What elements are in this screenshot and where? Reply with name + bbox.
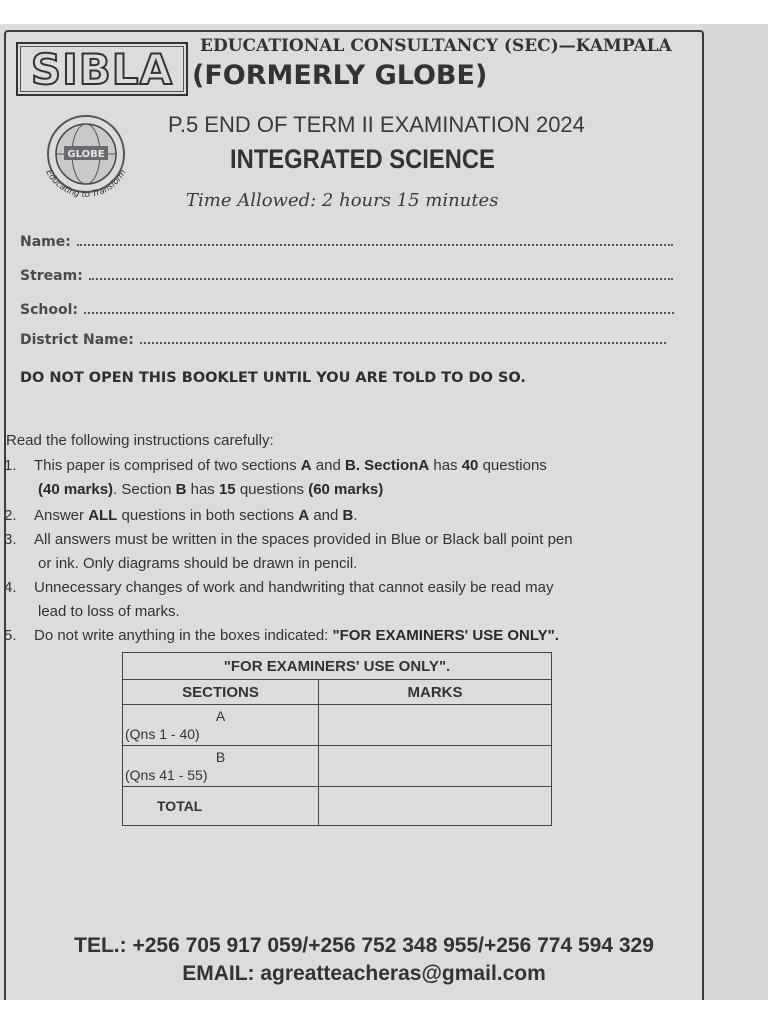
table-row (123, 705, 552, 746)
org-name: EDUCATIONAL CONSULTANCY (SEC)—KAMPALA (200, 36, 672, 56)
district-line[interactable] (140, 340, 666, 344)
instruction-3: 3. All answers must be written in the spaces provided in Blue or Black ball point pen or ink. Only diagrams should be drawn in pencil. (4, 531, 573, 572)
stream-line[interactable] (89, 276, 673, 280)
contact-telephone: TEL.: +256 705 917 059/+256 752 348 955/+256 774 594 329 (74, 934, 654, 957)
table-row (123, 746, 552, 787)
page-edge (702, 24, 768, 1000)
section-b-marks (319, 746, 552, 787)
section-a-marks (319, 705, 552, 746)
contact-email: EMAIL: agreatteacheras@gmail.com (182, 962, 546, 985)
globe-seal-icon (30, 104, 142, 216)
exam-title: P.5 END OF TERM II EXAMINATION 2024 (168, 112, 585, 137)
marks-header: MARKS (319, 680, 552, 705)
school-field[interactable] (20, 296, 674, 318)
district-label: District Name: (20, 332, 134, 348)
stream-label: Stream: (20, 268, 83, 284)
name-field[interactable] (20, 228, 673, 250)
school-label: School: (20, 302, 78, 318)
seal-motto: Educating to Transform (43, 168, 129, 200)
total-marks (319, 787, 552, 826)
table-caption: "FOR EXAMINERS' USE ONLY". (123, 653, 552, 680)
seal-top-text: GLOBE (67, 149, 105, 160)
instruction-5: 5. Do not write anything in the boxes indicated: "FOR EXAMINERS' USE ONLY". (4, 627, 559, 644)
sections-header: SECTIONS (123, 680, 319, 705)
warning-notice: DO NOT OPEN THIS BOOKLET UNTIL YOU ARE TOLD TO DO SO. (20, 370, 526, 386)
subject-title: INTEGRATED SCIENCE (230, 144, 495, 174)
section-a-cell: A (Qns 1 - 40) (123, 705, 319, 746)
instruction-1: 1. This paper is comprised of two sections A and B. SectionA has 40 questions (40 marks). Section B has 15 questions (60 marks) (4, 457, 547, 498)
stream-field[interactable] (20, 262, 673, 284)
district-field[interactable] (20, 326, 666, 348)
sibla-logo (16, 42, 188, 96)
org-former-name: (FORMERLY GLOBE) (192, 60, 488, 91)
exam-cover-page (0, 24, 768, 1000)
instructions-heading: Read the following instructions carefully: (6, 432, 274, 449)
name-label: Name: (20, 234, 71, 250)
time-allowed: Time Allowed: 2 hours 15 minutes (186, 190, 499, 211)
total-label: TOTAL (123, 787, 319, 826)
table-row (123, 787, 552, 826)
name-line[interactable] (77, 242, 673, 246)
section-b-cell: B (Qns 41 - 55) (123, 746, 319, 787)
instruction-2: 2. Answer ALL questions in both sections A and B. (4, 507, 358, 524)
school-line[interactable] (84, 310, 674, 314)
instruction-4: 4. Unnecessary changes of work and handwriting that cannot easily be read may lead to loss of marks. (4, 579, 554, 620)
examiners-use-table (122, 652, 552, 826)
logo-text: SIBLA (30, 44, 174, 94)
